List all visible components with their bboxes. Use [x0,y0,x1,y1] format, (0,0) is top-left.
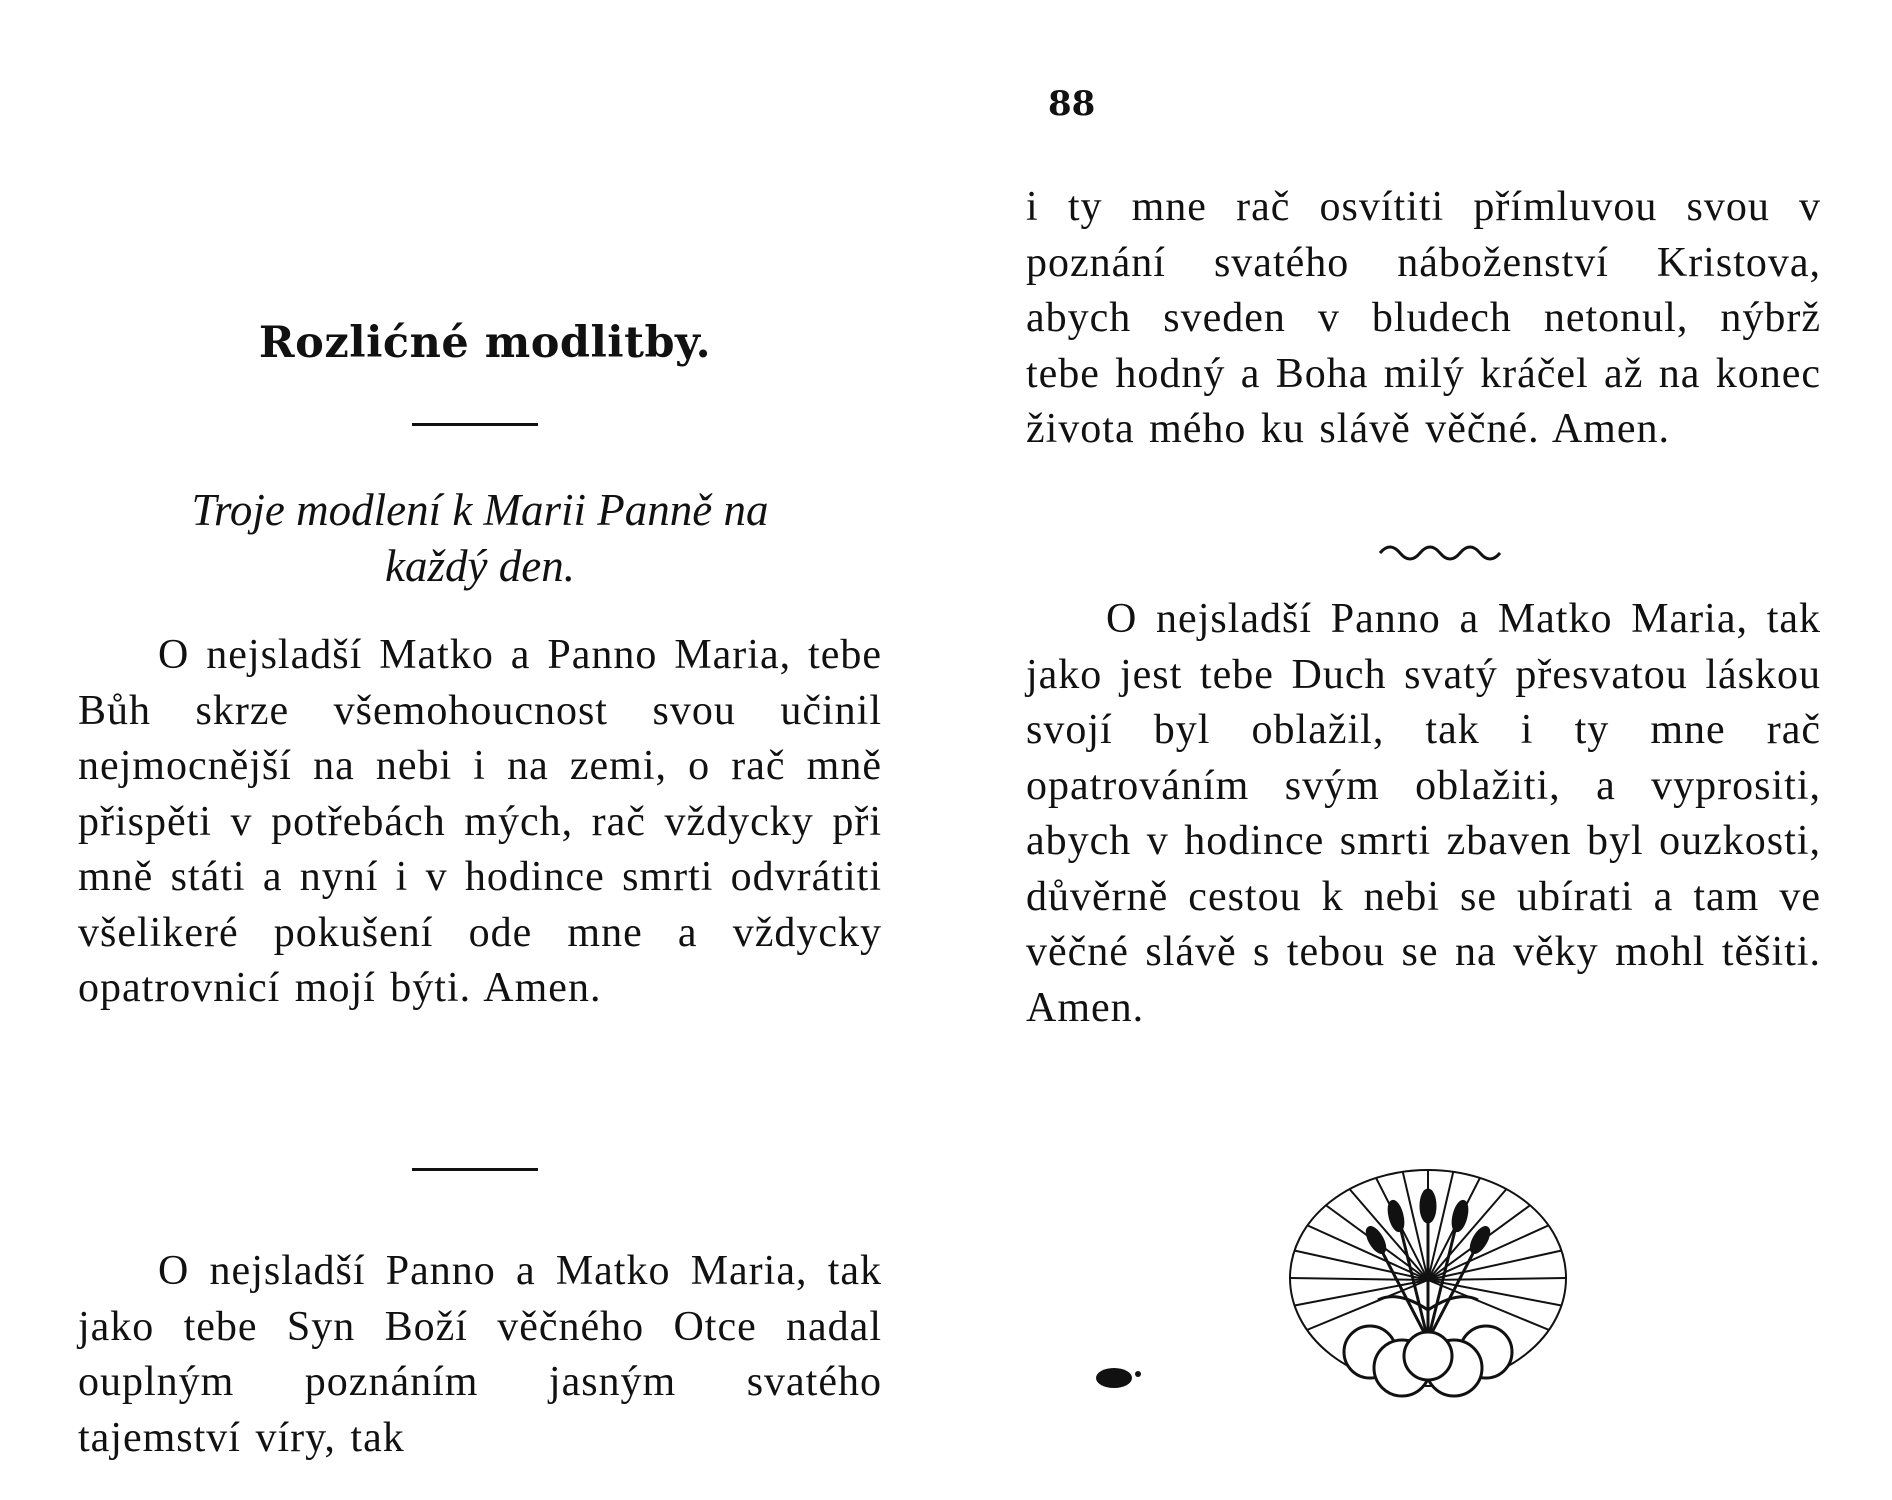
ink-blot-icon [1094,1364,1146,1392]
divider-rule [412,1168,538,1171]
prayer-paragraph-3: O nejsladší Panno a Matko Maria, tak jako jest tebe Duch svatý přesvatou láskou svojí byl oblažil, tak i ty mne rač opatrováním svým oblažiti, a vyprositi, abych v hodince smrti zbaven byl ouzkosti, důvěrně cestou k nebi se ubírati a tam ve věčné slávě s tebou se na věky mohl těšiti. Amen. [1026,596,1821,1031]
divider-rule [412,423,538,426]
wheat-sheaf-vignette-icon [1278,1160,1578,1400]
prayer-paragraph-continued: i ty mne rač osvítiti přímluvou svou v poznání svatého náboženství Kristova, abych sveden v bludech netonul, nýbrž tebe hodný a Boha milý kráčel až na konec života mého ku slávě věčné. Amen. [1026,184,1821,452]
prayer-paragraph-1: O nejsladší Matko a Panno Maria, tebe Bůh skrze všemohoucnost svou učinil nejmocnější na nebi i na zemi, o rač mně přispěti v potřebách mých, rač vždycky při mně státi a nyní i v hodince smrti odvrátiti všelikeré pokušení ode mne a vždycky opatrovnicí mojí býti. Amen. [78,632,882,1011]
subtitle-line-1: Troje modlení k Marii Panně na [191,485,769,535]
subtitle-line-2: každý den. [385,541,575,591]
section-subtitle [78,482,882,594]
right-page [946,0,1892,1500]
page-number: 88 [1048,84,1096,124]
prayer-paragraph-2: O nejsladší Panno a Matko Maria, tak jako tebe Syn Boží věčného Otce nadal ouplným poznáním jasným svatého tajemství víry, tak [78,1248,882,1461]
page-heading: Rozlićné modlitby. [258,318,712,368]
tilde-ornament-icon [1376,535,1506,565]
